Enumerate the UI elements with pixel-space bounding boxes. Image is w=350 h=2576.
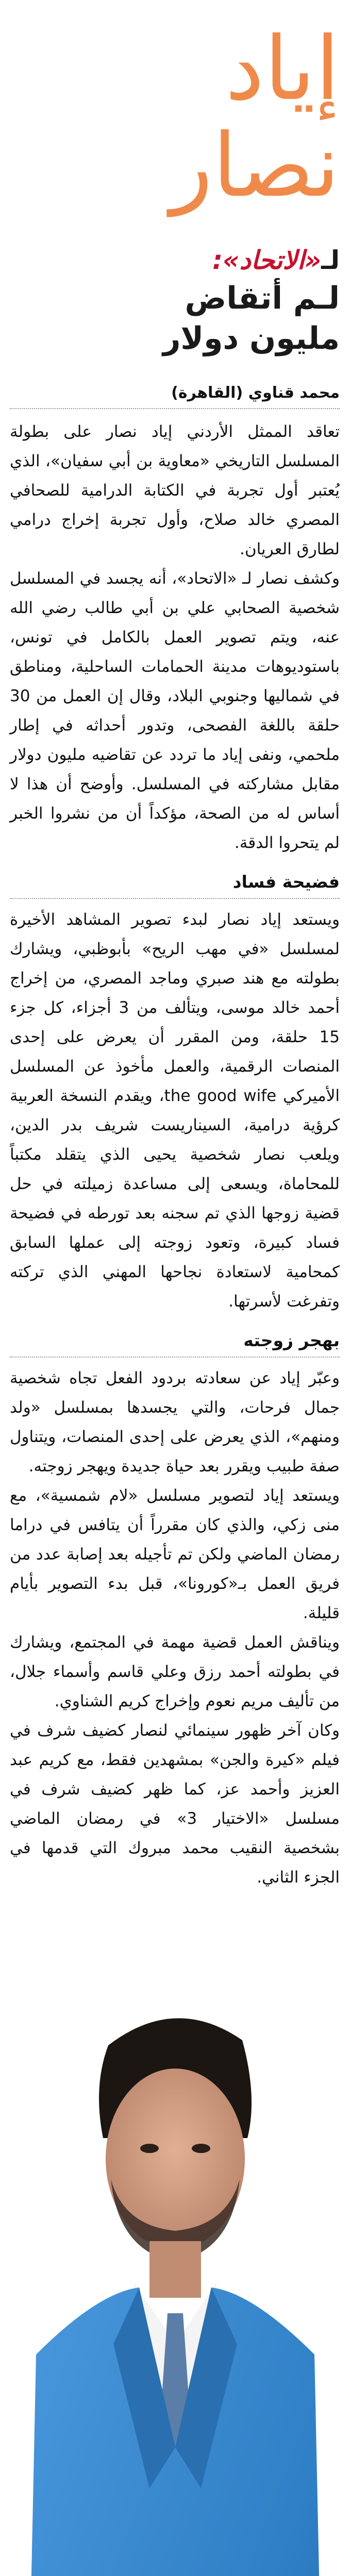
subtitle-line3: مليون دولار <box>162 320 340 357</box>
paragraph: تعاقد الممثل الأردني إياد نصار على بطولة المسلسل التاريخي «معاوية بن أبي سفيان»، الذي يُعتبر أول تجربة في الكتابة الدرامية للصحافي المصري خالد صلاح، وأول تجربة إخراج درامي لطارق العريان. <box>10 422 340 558</box>
paragraph: وكان آخر ظهور سينمائي لنصار كضيف شرف في فيلم «كيرة والجن» بمشهدين فقط، مع كريم عبد العزيز وأحمد عز، كما ظهر كضيف شرف في مسلسل «الاختيار 3» في رمضان الماضي بشخصية النقيب محمد مبروك التي قدمها في الجزء الثاني. <box>10 1721 340 1887</box>
section-heading: بهجر زوجته <box>10 1328 340 1358</box>
brand-logo: «الاتحاد»: <box>212 245 322 275</box>
subtitle-line2: لـم أتقاض <box>185 280 340 316</box>
headline <box>10 18 340 217</box>
headline-line2: نصار <box>170 115 340 217</box>
article-body <box>10 417 340 1892</box>
portrait-illustration <box>21 1984 330 2576</box>
section-heading: فضيحة فساد <box>10 869 340 899</box>
paragraph: ويستعد إياد لتصوير مسلسل «لام شمسية»، مع منى زكي، والذي كان مقرراً أن يتافس في دراما رمضان الماضي ولكن تم تأجيله بعد إصابة عدد من فريق العمل بـ«كورونا»، قبل بدء التصوير بأيام قليلة. <box>10 1486 340 1622</box>
portrait-photo <box>21 1984 330 2576</box>
headline-line1: إياد <box>225 18 340 120</box>
byline: محمد قناوي (القاهرة) <box>10 384 340 409</box>
paragraph: وكشف نصار لـ «الاتحاد»، أنه يجسد في المسلسل شخصية الصحابي علي بن أبي طالب رضي الله عنه، ويتم تصوير العمل بالكامل في تونس، باستوديوهات مدينة الحمامات الساحلية، ومناطق في شماليها وجنوبي البلاد، وقال إن العمل من 30 حلقة باللغة الفصحى، وتدور أحداثه في إطار ملحمي، ونفى إياد ما تردد عن تقاضيه مليون دولار مقابل مشاركته في المسلسل. وأوضح أن هذا لا أساس له من الصحة، مؤكداً أن من نشروا الخبر لم يتحروا الدقة. <box>10 569 340 852</box>
paragraph: ويستعد إياد نصار لبدء تصوير المشاهد الأخيرة لمسلسل «في مهب الريح» بأبوظبي، ويشارك بطولته مع هند صبري وماجد المصري، من إخراج أحمد خالد موسى، ويتألف من 3 أجزاء، كل جزء 15 حلقة، ومن المقرر أن يعرض على إحدى المنصات الرقمية، والعمل مأخوذ عن المسلسل الأميركي the good wife، ويقدم النسخة العربية كرؤية درامية، السيناريست شريف بدر الدين، ويلعب نصار شخصية يحيى الذي يتقلد مكتباً للمحاماة، ويسعى إلى مساعدة زميلته في حل قضية زوجها الذي تم سجنه بعد تورطه في فضيحة فساد كبيرة، وتعود زوجته إلى عملها السابق كمحامية لاستعادة نجاحها المهني الذي تركته وتفرغت لأسرتها. <box>10 910 340 1311</box>
paragraph: وعبّر إياد عن سعادته بردود الفعل تجاه شخصية جمال فرحات، والتي يجسدها بمسلسل «ولد ومنهم»، الذي يعرض على إحدى المنصات، ويتناول صفة طبيب ويقرر بعد حياة جديدة ويهجر زوجته. <box>10 1369 340 1476</box>
subtitle <box>10 242 340 359</box>
subtitle-prefix: لـ <box>321 245 340 275</box>
paragraph: ويناقش العمل قضية مهمة في المجتمع، ويشارك في بطولته أحمد رزق وعلي قاسم وأسماء جلال، من تأليف مريم نعوم وإخراج كريم الشناوي. <box>10 1633 340 1710</box>
subtitle-line1 <box>10 242 340 278</box>
